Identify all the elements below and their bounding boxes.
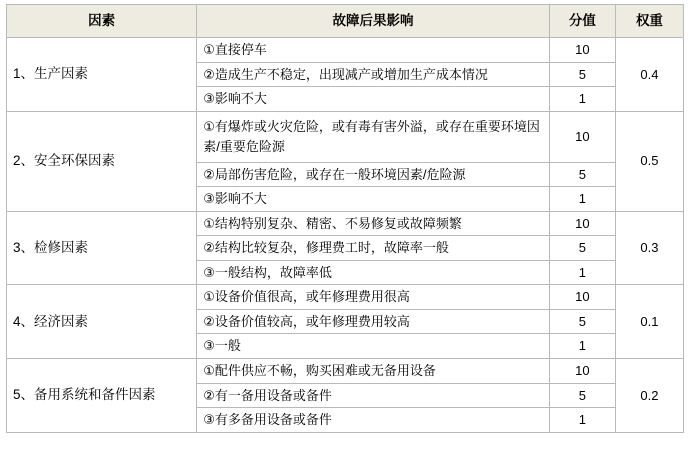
score-cell: 5	[549, 309, 615, 334]
score-cell: 1	[549, 260, 615, 285]
impact-cell: ①配件供应不畅，购买困难或无备用设备	[197, 359, 550, 384]
score-cell: 5	[549, 383, 615, 408]
column-header-impact: 故障后果影响	[197, 5, 550, 38]
score-cell: 10	[549, 211, 615, 236]
impact-cell: ③影响不大	[197, 87, 550, 112]
table-row	[7, 359, 684, 384]
impact-cell: ①设备价值很高，或年修理费用很高	[197, 285, 550, 310]
table-body	[7, 38, 684, 433]
impact-cell: ②造成生产不稳定，出现减产或增加生产成本情况	[197, 62, 550, 87]
factor-cell: 4、经济因素	[7, 285, 197, 359]
impact-cell: ②有一备用设备或备件	[197, 383, 550, 408]
weight-cell: 0.3	[615, 211, 683, 285]
score-cell: 1	[549, 408, 615, 433]
impact-cell: ②局部伤害危险，或存在一般环境因素/危险源	[197, 162, 550, 187]
weight-cell: 0.5	[615, 111, 683, 211]
weight-cell: 0.4	[615, 38, 683, 112]
column-header-score: 分值	[549, 5, 615, 38]
table-row	[7, 38, 684, 63]
impact-cell: ②结构比较复杂，修理费工时，故障率一般	[197, 236, 550, 261]
table-header	[7, 5, 684, 38]
fault-impact-scoring-table	[6, 4, 684, 433]
impact-cell: ③一般结构，故障率低	[197, 260, 550, 285]
table-row	[7, 285, 684, 310]
score-cell: 1	[549, 334, 615, 359]
table-row	[7, 211, 684, 236]
score-cell: 1	[549, 187, 615, 212]
factor-cell: 1、生产因素	[7, 38, 197, 112]
score-cell: 10	[549, 359, 615, 384]
factor-cell: 2、安全环保因素	[7, 111, 197, 211]
score-cell: 10	[549, 38, 615, 63]
score-cell: 10	[549, 111, 615, 162]
impact-cell: ③有多备用设备或备件	[197, 408, 550, 433]
table-row	[7, 111, 684, 162]
factor-cell: 5、备用系统和备件因素	[7, 359, 197, 433]
factor-cell: 3、检修因素	[7, 211, 197, 285]
table-header-row	[7, 5, 684, 38]
impact-cell: ③一般	[197, 334, 550, 359]
column-header-factor: 因素	[7, 5, 197, 38]
impact-cell: ②设备价值较高，或年修理费用较高	[197, 309, 550, 334]
score-cell: 5	[549, 62, 615, 87]
weight-cell: 0.1	[615, 285, 683, 359]
impact-cell: ①直接停车	[197, 38, 550, 63]
impact-cell: ③影响不大	[197, 187, 550, 212]
impact-cell: ①结构特别复杂、精密、不易修复或故障频繁	[197, 211, 550, 236]
weight-cell: 0.2	[615, 359, 683, 433]
score-cell: 10	[549, 285, 615, 310]
score-cell: 5	[549, 162, 615, 187]
impact-cell: ①有爆炸或火灾危险，或有毒有害外溢，或存在重要环境因素/重要危险源	[197, 111, 550, 162]
score-cell: 1	[549, 87, 615, 112]
column-header-weight: 权重	[615, 5, 683, 38]
score-cell: 5	[549, 236, 615, 261]
